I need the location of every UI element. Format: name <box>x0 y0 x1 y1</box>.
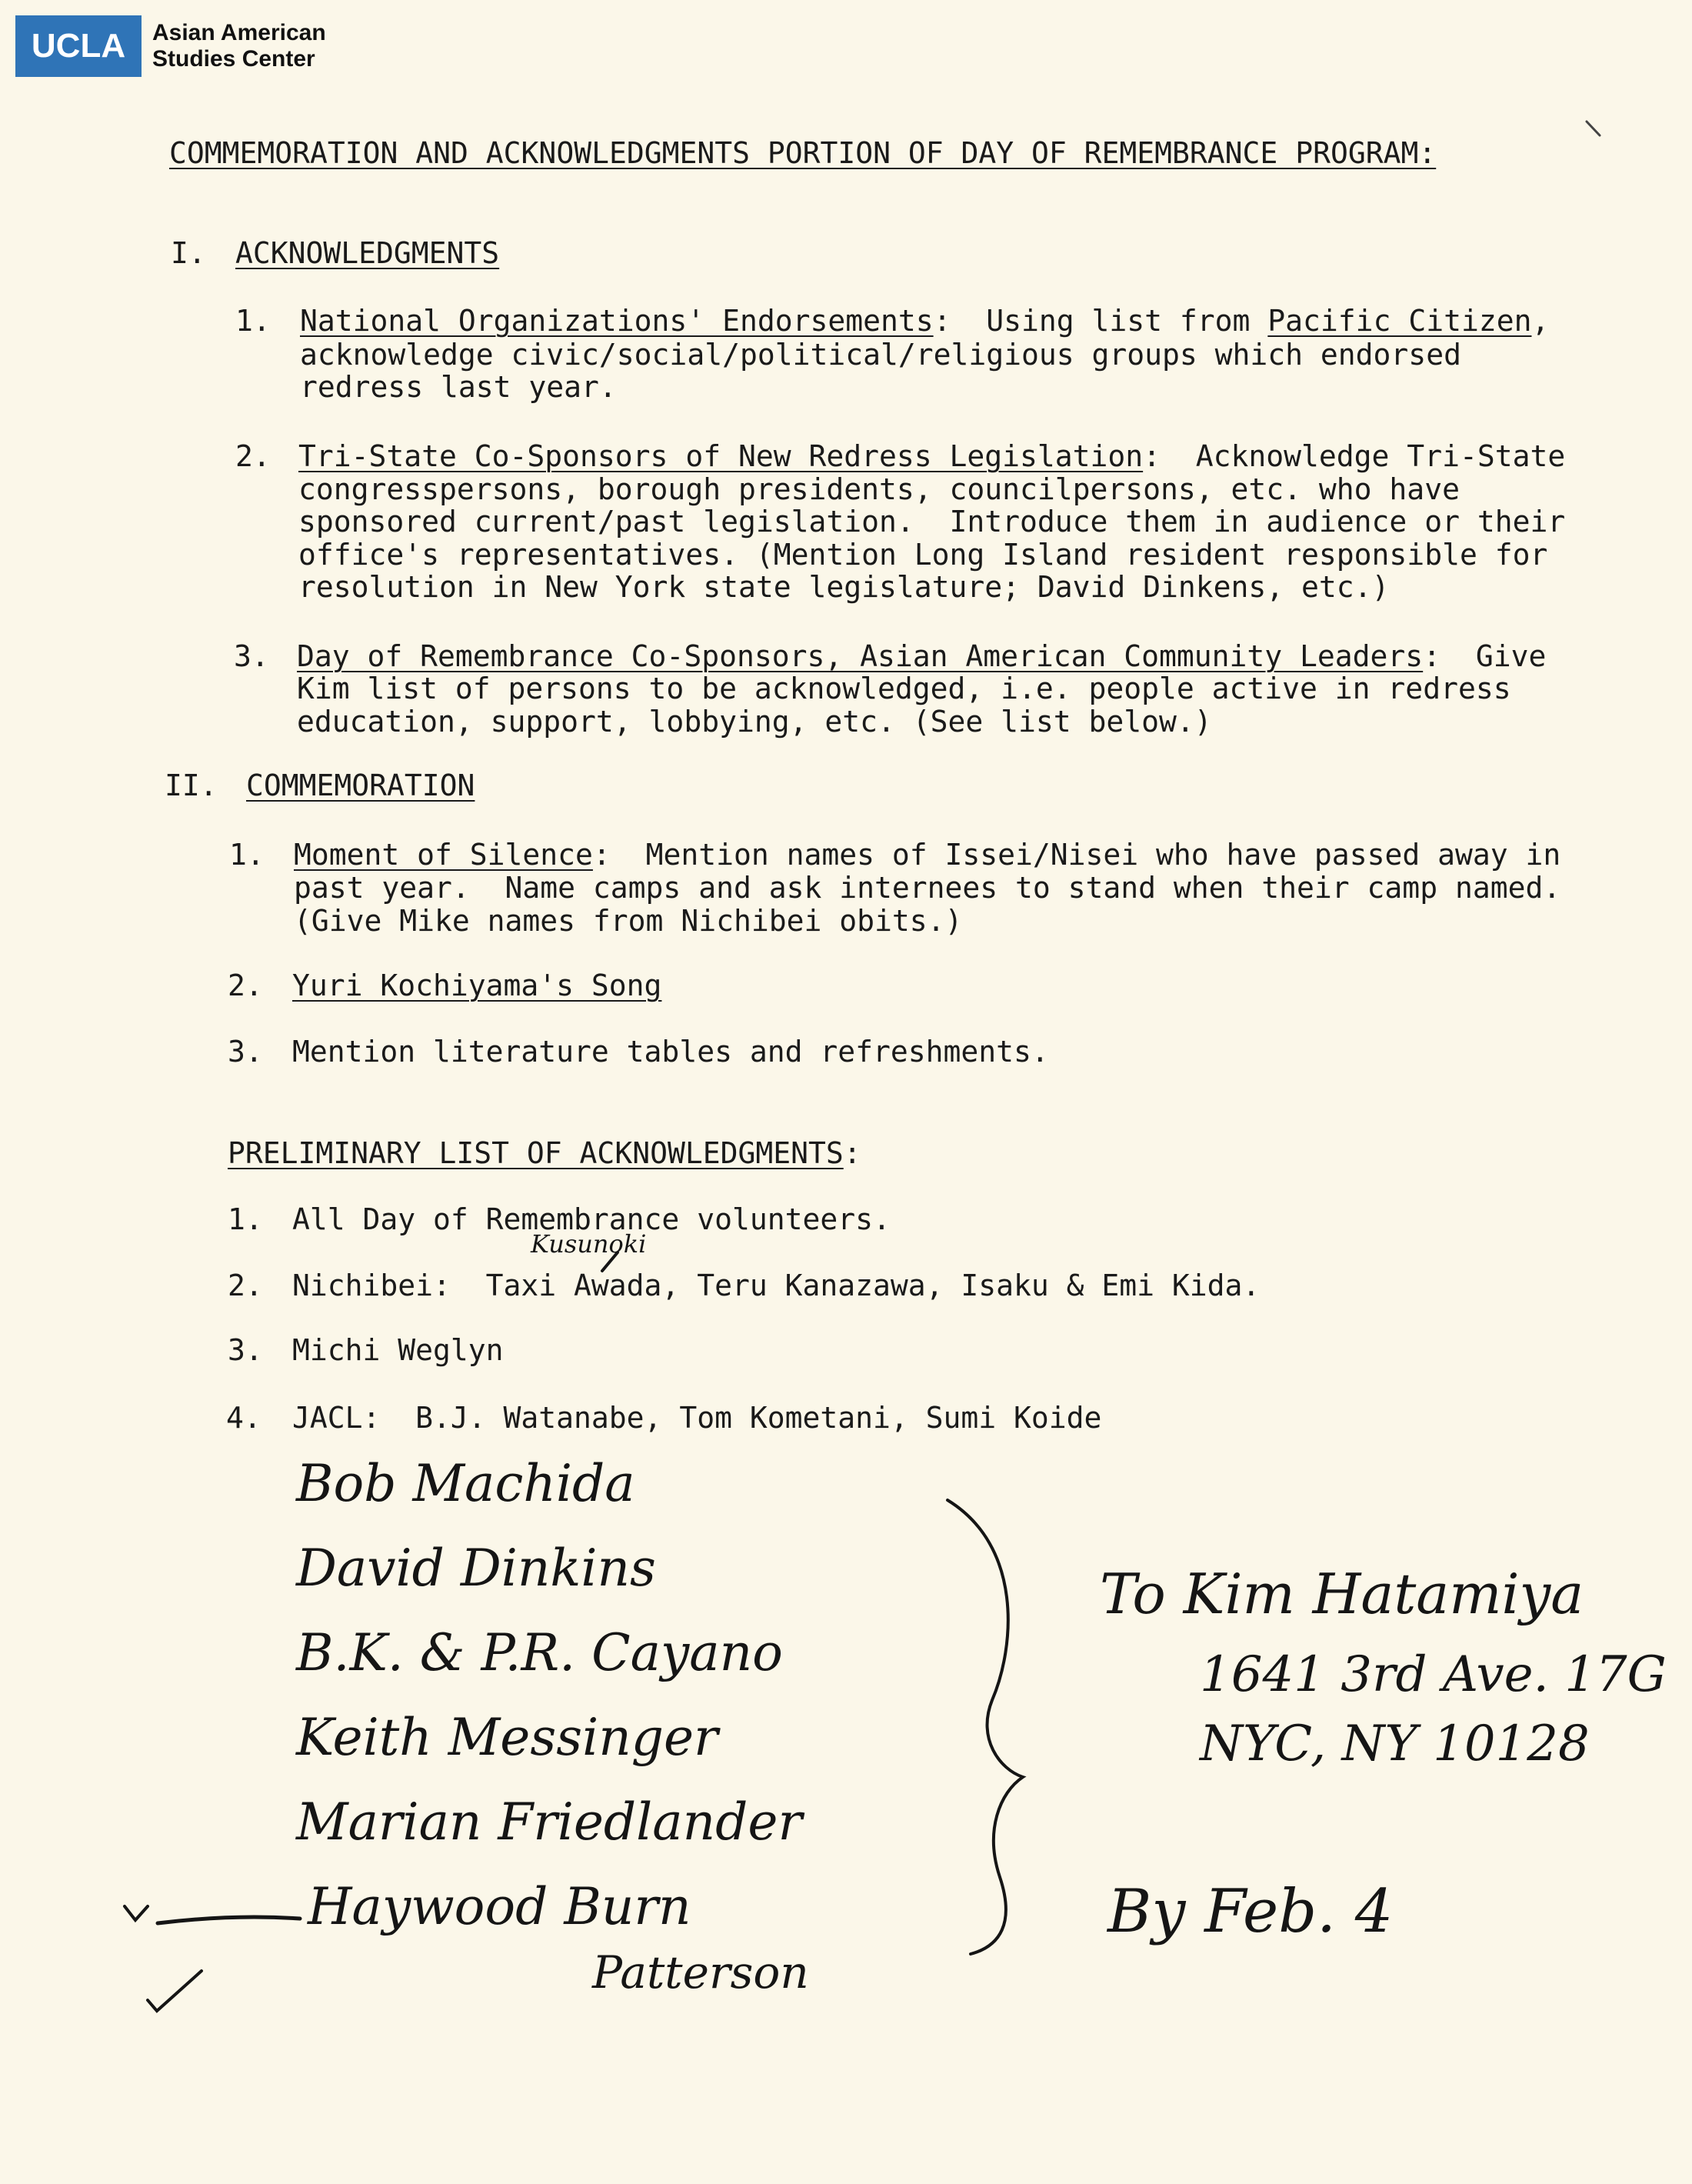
item-text: sponsored current/past legislation. Introduce them in audience or their <box>298 505 1566 538</box>
item-text: Michi Weglyn <box>292 1333 504 1367</box>
item-number: 3. <box>228 1333 263 1367</box>
item-title: Moment of Silence <box>294 838 593 872</box>
item-text: Kim list of persons to be acknowledged, i.e. people active in redress <box>297 672 1511 705</box>
logo-line-2: Studies Center <box>152 46 315 72</box>
source-title: Pacific Citizen <box>1267 304 1532 338</box>
pen-line-mark <box>158 1917 300 1923</box>
item-number: 1. <box>228 1202 263 1236</box>
item-text: : Mention names of Issei/Nisei who have passed away in <box>592 838 1561 872</box>
item-text: (Give Mike names from Nichibei obits.) <box>294 904 963 938</box>
handwritten-name: David Dinkins <box>296 1539 656 1598</box>
item-text: : Using list from <box>933 304 1268 338</box>
item-number: 3. <box>234 639 269 673</box>
item-text: education, support, lobbying, etc. (See list below.) <box>297 705 1212 739</box>
handwritten-name: Patterson <box>592 1946 809 1999</box>
section-1-numeral: I. <box>171 236 206 270</box>
strike-mark <box>602 1252 618 1271</box>
handwritten-name: B.K. & P.R. Cayano <box>296 1623 783 1682</box>
section-2-numeral: II. <box>165 769 218 802</box>
item-text: : Acknowledge Tri-State <box>1143 439 1566 473</box>
item-text: acknowledge civic/social/political/religious groups which endorsed <box>300 338 1461 372</box>
handwritten-insert: Kusunoki <box>531 1229 647 1259</box>
item-number: 4. <box>226 1401 261 1435</box>
check-mark-icon <box>148 1971 202 2011</box>
handwritten-address-city: NYC, NY 10128 <box>1200 1716 1590 1772</box>
section-2-heading: COMMEMORATION <box>246 769 475 802</box>
preliminary-heading-text: PRELIMINARY LIST OF ACKNOWLEDGMENTS <box>228 1136 844 1170</box>
item-number: 1. <box>229 838 265 872</box>
section-1-heading: ACKNOWLEDGMENTS <box>235 236 500 270</box>
item-title: Day of Remembrance Co-Sponsors, Asian American Community Leaders <box>297 639 1424 673</box>
stray-pen-mark <box>1587 122 1600 135</box>
item-title: Yuri Kochiyama's Song <box>292 969 662 1002</box>
item-number: 2. <box>235 439 271 473</box>
handwritten-name: Marian Friedlander <box>296 1792 803 1852</box>
logo-line-1: Asian American <box>152 20 326 45</box>
handwritten-name: Keith Messinger <box>296 1708 718 1767</box>
item-text: congresspersons, borough presidents, councilpersons, etc. who have <box>298 472 1460 506</box>
item-title: National Organizations' Endorsements <box>300 304 934 338</box>
item-text: JACL: B.J. Watanabe, Tom Kometani, Sumi Koide <box>292 1401 1102 1435</box>
item-number: 2. <box>228 969 263 1002</box>
preliminary-heading-colon: : <box>843 1136 861 1170</box>
handwritten-address-to: To Kim Hatamiya <box>1100 1562 1584 1626</box>
item-number: 1. <box>235 304 271 338</box>
curly-brace-mark <box>948 1500 1023 1954</box>
item-title: Tri-State Co-Sponsors of New Redress Legislation <box>298 439 1144 473</box>
handwritten-name: Bob Machida <box>296 1454 635 1513</box>
item-text: Nichibei: Taxi Awada, Teru Kanazawa, Isaku & Emi Kida. <box>292 1269 1261 1302</box>
handwritten-address-street: 1641 3rd Ave. 17G <box>1200 1646 1667 1703</box>
handwritten-deadline: By Feb. 4 <box>1107 1877 1394 1946</box>
handwritten-name: Haywood Burn <box>308 1877 691 1936</box>
item-text: , <box>1531 304 1550 338</box>
item-text: office's representatives. (Mention Long Island resident responsible for <box>298 538 1548 572</box>
check-mark-icon <box>125 1906 148 1920</box>
item-number: 2. <box>228 1269 263 1302</box>
item-text: All Day of Remembrance volunteers. <box>292 1202 891 1236</box>
item-text: past year. Name camps and ask internees to stand when their camp named. <box>294 871 1561 905</box>
ucla-logo-mark: UCLA <box>15 15 142 77</box>
item-text: Mention literature tables and refreshments. <box>292 1035 1049 1069</box>
item-text: resolution in New York state legislature; David Dinkens, etc.) <box>298 570 1390 604</box>
item-text: : Give <box>1423 639 1547 673</box>
document-title: COMMEMORATION AND ACKNOWLEDGMENTS PORTION OF DAY OF REMEMBRANCE PROGRAM: <box>169 136 1437 170</box>
item-text: redress last year. <box>300 370 617 404</box>
item-number: 3. <box>228 1035 263 1069</box>
